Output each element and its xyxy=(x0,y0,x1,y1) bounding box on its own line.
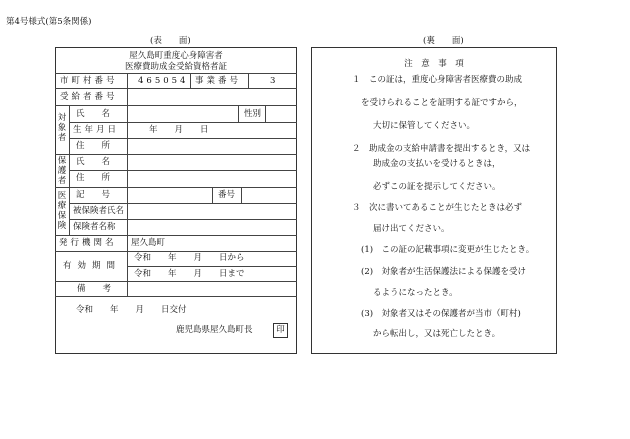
note-line: ２ 助成金の支給申請書を提出するとき，又は xyxy=(352,144,531,154)
row-divider xyxy=(69,122,297,123)
note-line: (3) 対象者又はその保護者が当市（町村) xyxy=(361,309,521,319)
note-line: を受けられることを証明する証ですから， xyxy=(361,98,523,108)
row-divider xyxy=(69,203,297,204)
number-label: 番号 xyxy=(218,190,236,200)
row-divider xyxy=(55,281,297,282)
gender-label: 性別 xyxy=(244,109,262,119)
card-title-line2: 医療費助成金受給資格者証 xyxy=(124,62,227,72)
cell-divider xyxy=(248,73,249,88)
issuer-signature: 鹿児島県屋久島町長 xyxy=(176,325,253,335)
note-line: るようになったとき。 xyxy=(373,288,458,298)
cell-divider xyxy=(238,105,239,122)
row-divider xyxy=(55,296,297,297)
row-divider xyxy=(69,170,297,171)
note-line: 助成金の支払いを受けるときは， xyxy=(373,159,501,169)
guardian-address-label: 住 所 xyxy=(76,173,111,183)
issuer-label: 発行機関名 xyxy=(59,238,117,248)
issuer-value: 屋久島町 xyxy=(131,238,166,248)
row-divider xyxy=(55,154,297,155)
municipality-no-label: 市町村番号 xyxy=(60,76,118,86)
card-title-line1: 屋久島町重度心身障害者 xyxy=(129,51,223,61)
symbol-label: 記 号 xyxy=(76,190,111,200)
office-no-value: 3 xyxy=(270,76,276,86)
note-line: 大切に保管してください。 xyxy=(373,121,476,131)
group-divider xyxy=(69,105,70,235)
validity-to: 令和 年 月 日まで xyxy=(134,269,245,279)
row-divider xyxy=(55,235,297,236)
dob-label: 生年月日 xyxy=(73,125,120,135)
guardian-group-label: 保護者 xyxy=(57,156,67,186)
recipient-no-label: 受給者番号 xyxy=(60,92,118,102)
validity-from: 令和 年 月 日から xyxy=(134,253,245,263)
row-divider xyxy=(127,266,297,267)
address-label: 住 所 xyxy=(76,141,111,151)
insurance-group-label: 医療保険 xyxy=(57,191,67,231)
row-divider xyxy=(69,138,297,139)
remarks-label: 備 考 xyxy=(77,284,112,294)
front-label: (表 面) xyxy=(150,36,191,46)
subject-group-label: 対象者 xyxy=(57,113,67,143)
note-line: 届け出てください。 xyxy=(373,224,450,234)
note-line: １ この証は，重度心身障害者医療費の助成 xyxy=(352,75,523,85)
note-line: (1) この証の記載事項に変更が生じたとき。 xyxy=(361,245,535,255)
row-divider xyxy=(55,73,297,74)
seal-box: 印 xyxy=(273,323,288,338)
name-label: 氏 名 xyxy=(76,109,111,119)
form-id: 第4号様式(第5条関係) xyxy=(6,17,92,27)
dob-value: 年 月 日 xyxy=(149,125,209,135)
municipality-no-value: 465054 xyxy=(138,76,189,86)
cell-divider xyxy=(190,73,191,88)
label-divider xyxy=(127,73,128,296)
note-line: 必ずこの証を提示してください。 xyxy=(373,182,501,192)
office-no-label: 事業番号 xyxy=(195,76,242,86)
issue-date: 令和 年 月 日交付 xyxy=(76,305,187,315)
cell-divider xyxy=(241,187,242,203)
note-line: から転出し，又は死亡したとき。 xyxy=(373,329,501,339)
note-line: (2) 対象者が生活保護法による保護を受け xyxy=(361,267,527,277)
note-line: ３ 次に書いてあることが生じたときは必ず xyxy=(352,203,523,213)
validity-label: 有効期間 xyxy=(63,261,122,271)
insurer-name-label: 保険者名称 xyxy=(73,222,116,232)
insured-name-label: 被保険者氏名 xyxy=(73,206,125,216)
row-divider xyxy=(55,105,297,106)
cell-divider xyxy=(212,187,213,203)
back-panel xyxy=(311,47,557,354)
notes-heading: 注 意 事 項 xyxy=(404,59,464,69)
row-divider xyxy=(69,219,297,220)
row-divider xyxy=(55,251,297,252)
back-label: (裏 面) xyxy=(423,36,464,46)
row-divider xyxy=(55,187,297,188)
cell-divider xyxy=(265,105,266,122)
row-divider xyxy=(55,88,297,89)
guardian-name-label: 氏 名 xyxy=(76,157,111,167)
